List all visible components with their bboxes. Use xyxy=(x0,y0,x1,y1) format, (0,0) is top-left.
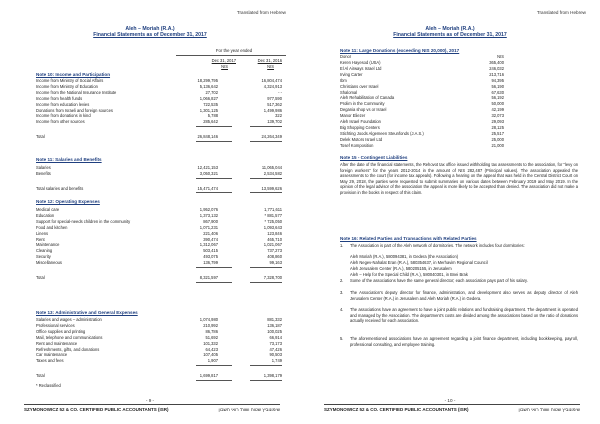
row-value-2016: 322 xyxy=(275,113,282,119)
row-value-2016: 47,426 xyxy=(269,346,282,352)
donation-amount: 28,125 xyxy=(491,124,504,130)
donor-name: Delek Motors Israel Ltd xyxy=(340,136,383,142)
list-item xyxy=(340,307,578,335)
donation-amount: 21,000 xyxy=(491,142,504,148)
item-number: 1. xyxy=(340,243,344,248)
row-value-2017: 101,332 xyxy=(203,340,218,346)
row-value-2017: 722,535 xyxy=(203,101,218,107)
donation-amount: 67,630 xyxy=(491,89,504,95)
header-divider xyxy=(176,55,286,56)
row-value-2016: * 725,050 xyxy=(264,218,282,224)
statements-title: Financial Statements as of December 31, 2017 xyxy=(93,32,207,38)
row-value-2016: 517,362 xyxy=(267,101,282,107)
note12-heading: Note 12: Operating Expenses xyxy=(36,199,100,204)
row-value-2016: 977,590 xyxy=(267,95,282,101)
row-label: Miscellaneous xyxy=(36,260,62,266)
row-label: Linens xyxy=(36,230,49,236)
donation-amount: 25,000 xyxy=(491,136,504,142)
note15-text: After the date of the financial statements, the Rehovot tax office issued withholding tax assessments to the association, for "levy on foreign workers" for the years 2012-2014 in the amount of NIS 282,487 (Principal values). The association appealed the assessments to the court (for income tax appeals). Following a hearing on the appeal that was held in the Central District Court on May 29, 2018, the parties were requested to submit summaries on various dates between February 2019 and May 2019. In the opinion of the legal advisor of the association the appeal is more likely to be accepted than denied. The association did not make a provision in the books in respect of this claim. xyxy=(340,162,578,195)
total-value-2016: 7,328,700 xyxy=(263,275,282,280)
row-value-2016: 1,749 xyxy=(271,358,282,364)
footer-firm: SZYMONOWICZ 52 & CO. CERTIFIED PUBLIC ACCOUNTANTS (ISR) xyxy=(324,407,469,412)
right-page xyxy=(300,0,600,424)
donation-amount: 29,093 xyxy=(491,119,504,124)
row-label: Income from donations in kind xyxy=(36,113,91,119)
row-value-2017: 210,992 xyxy=(203,322,218,328)
item-text: The Association is part of the Aleh network of dormitories. The network includes four dormitories: xyxy=(350,243,525,248)
row-label: Refreshments, gifts, and donations xyxy=(36,346,100,352)
note15-heading: Note 15 - Contingent Liabilities xyxy=(340,155,408,160)
total-value-2017: 8,321,597 xyxy=(199,275,218,280)
total-label: Total salaries and benefits xyxy=(36,185,84,191)
row-value-2017: 285,642 xyxy=(203,119,218,125)
item-text: Aleh Moriah (R.A.), 580094381, in Gedera (the Association) xyxy=(350,254,459,259)
item-text: Some of the associations have the same general director; each association pays part of his salary. xyxy=(350,278,528,283)
row-value-2016: 139,702 xyxy=(267,119,282,125)
organization-title: Aleh – Moriah (R.A.) xyxy=(425,26,475,32)
footer-hebrew: שימונוביץ שטוח ושות' רואי חשבון xyxy=(218,407,280,412)
footer-divider xyxy=(24,404,280,405)
donor-name: Manor Eliezer xyxy=(340,113,366,119)
item-text: Aleh – Help for the Special Child (R.A.), 580040301, in Bnei Brak xyxy=(350,272,468,277)
row-value-2017: 136,799 xyxy=(203,260,218,266)
item-text: The aforementioned associations have an agreement regarding a joint finance department, including bookkeeping, payroll, professional consulting, and employee training. xyxy=(350,336,578,347)
row-value-2016: 16,804,474 xyxy=(261,78,282,83)
donor-name: Ibm xyxy=(340,77,347,83)
row-label: Professional services xyxy=(36,322,75,328)
row-value-2017: 1,907 xyxy=(207,358,218,364)
row-value-2017: 1,952,076 xyxy=(199,207,218,212)
row-label: Office supplies and printing xyxy=(36,328,86,334)
note11-heading: Note 11: Salaries and Benefits xyxy=(36,157,102,162)
total-rule xyxy=(250,267,282,268)
donation-amount: 246,032 xyxy=(489,65,504,71)
row-label: Car maintenance xyxy=(36,352,68,358)
donor-column-header: Donor xyxy=(340,54,352,59)
donation-amount: 42,199 xyxy=(491,107,504,113)
donor-name: Tosef Komposition xyxy=(340,142,374,148)
row-label: Rent xyxy=(36,236,45,242)
row-value-2016: 1,771,611 xyxy=(264,207,282,212)
row-value-2016: 136,187 xyxy=(267,322,282,328)
donor-name: Stichting Joods Algemeen Steunfonds (J.A.S.) xyxy=(340,130,424,136)
row-value-2017: 867,900 xyxy=(203,218,218,224)
note10-heading: Note 10: Income and Participation xyxy=(36,72,111,77)
row-label: Income from Ministry of Social Affairs xyxy=(36,78,104,83)
row-label: Benefits xyxy=(36,170,51,176)
year-ended-header: For the year ended xyxy=(215,48,253,53)
total-value-2017: 26,848,146 xyxy=(197,134,218,140)
row-label: Support for special-needs children in the community xyxy=(36,218,131,224)
footer-firm: SZYMONOWICZ 52 & CO. CERTIFIED PUBLIC ACCOUNTANTS (ISR) xyxy=(24,407,169,412)
row-value-2016: 465,710 xyxy=(267,236,282,242)
row-value-2016: 100,025 xyxy=(267,328,282,334)
item-text: Aleh Jerusalem Center (R.A.), 580205155, in Jerusalem xyxy=(350,266,452,271)
row-label: Education xyxy=(36,212,55,218)
donor-name: Christians over Israel xyxy=(340,83,379,89)
footer-hebrew: שימונוביץ שטוח ושות' רואי חשבון xyxy=(518,407,580,412)
total-label: Total xyxy=(36,134,45,140)
row-value-2017: 1,071,231 xyxy=(199,224,218,230)
row-value-2017: 221,406 xyxy=(203,230,218,236)
row-value-2017: 1,312,067 xyxy=(199,242,218,248)
row-label: Food and kitchen xyxy=(36,224,68,230)
row-label: Cleaning xyxy=(36,248,53,254)
row-value-2016: 881,332 xyxy=(267,317,282,322)
item-number: 3. xyxy=(340,290,344,295)
donation-amount: 56,190 xyxy=(491,83,504,89)
total-double-rule xyxy=(250,141,282,142)
total-row xyxy=(36,373,286,379)
page-number: - 9 - xyxy=(145,398,155,403)
row-value-2016: 99,163 xyxy=(269,260,282,266)
item-number: 5. xyxy=(340,336,344,341)
donor-name: Prolim in the Community xyxy=(340,101,385,107)
row-value-2017: 503,415 xyxy=(203,248,218,254)
total-double-rule xyxy=(196,192,232,193)
row-value-2017: 390,474 xyxy=(203,236,218,242)
donor-name: Aleh Rehabilitation of Canada xyxy=(340,95,395,101)
row-value-2016: 66,914 xyxy=(269,334,282,340)
donor-name: Keren Hayesod (USA) xyxy=(340,60,381,65)
donation-amount: 213,716 xyxy=(489,71,504,77)
row-label: Taxes and fees xyxy=(36,358,64,364)
total-label: Total xyxy=(36,275,45,280)
row-value-2016: 90,503 xyxy=(269,352,282,358)
row-value-2016: 1,499,986 xyxy=(263,107,282,113)
table-row xyxy=(36,119,286,125)
row-value-2016: 1,021,067 xyxy=(263,242,282,248)
row-value-2016: 408,860 xyxy=(267,254,282,260)
row-value-2017: 18,299,795 xyxy=(197,78,218,83)
row-value-2016: 123,846 xyxy=(267,230,282,236)
row-value-2017: 12,421,153 xyxy=(197,165,218,170)
row-value-2017: 107,405 xyxy=(203,352,218,358)
row-label: Maintenance xyxy=(36,242,60,248)
donor-name: Aleh Israel Foundation xyxy=(340,119,381,124)
row-label: Rent and maintenance xyxy=(36,340,78,346)
total-double-rule xyxy=(196,380,232,381)
row-label: Income from other sources xyxy=(36,119,85,125)
col1-date: Dec 31, 2017 xyxy=(211,58,236,63)
donor-name: Irving Carter xyxy=(340,71,363,77)
row-value-2017: 5,136,642 xyxy=(199,83,218,89)
col2-currency: NIS xyxy=(267,64,274,69)
list-item xyxy=(340,243,578,253)
total-double-rule xyxy=(250,380,282,381)
row-value-2016: 11,065,044 xyxy=(261,165,282,170)
donation-amount: 56,192 xyxy=(491,95,504,101)
row-value-2017: 1,066,827 xyxy=(199,95,218,101)
row-value-2017: 86,786 xyxy=(205,328,218,334)
total-row xyxy=(36,186,286,192)
row-value-2016: - - xyxy=(278,89,282,95)
row-label: Income from the National Insurance Institute xyxy=(36,89,117,95)
row-value-2017: 1,373,132 xyxy=(199,212,218,218)
row-value-2016: 1,093,643 xyxy=(263,224,282,230)
total-value-2017: 1,699,817 xyxy=(199,373,218,379)
item-text: The associations have an agreement to have a joint public relations and fundraising department. The department is operated and managed by the Association. The department's costs are divided among the associations based on the ratio of donations actually received for each association. xyxy=(350,307,578,324)
total-rule xyxy=(250,178,282,179)
total-double-rule xyxy=(196,141,232,142)
donation-amount: 32,073 xyxy=(491,113,504,119)
statements-title: Financial Statements as of December 31, 2017 xyxy=(393,32,507,38)
donation-amount: 365,400 xyxy=(489,60,504,65)
note13-heading: Note 13: Administrative and General Expenses xyxy=(36,310,138,315)
page-number: - 10 - xyxy=(444,398,456,403)
donor-name: El Al Airways Israel Ltd xyxy=(340,65,382,71)
total-double-rule xyxy=(250,282,282,283)
row-value-2017: 51,692 xyxy=(205,334,218,340)
note16-heading: Note 16: Related Parties and Transactions with Related Parties xyxy=(340,236,477,241)
footer-divider xyxy=(324,404,580,405)
nis-column-header: NIS xyxy=(497,54,504,59)
total-double-rule xyxy=(196,282,232,283)
donation-amount: 25,517 xyxy=(491,130,504,136)
row-value-2017: 3,050,321 xyxy=(199,170,218,176)
donor-name: Shalomal xyxy=(340,89,358,95)
total-rule xyxy=(250,126,282,127)
reclassified-note: * Reclassified xyxy=(36,383,61,388)
total-value-2017: 15,471,474 xyxy=(197,185,218,191)
row-value-2017: 493,075 xyxy=(203,254,218,260)
total-rule xyxy=(196,365,232,366)
row-label: Medical care xyxy=(36,207,60,212)
donor-name: Degania shop vs or Israel xyxy=(340,107,387,113)
row-label: Salaries and wages – administration xyxy=(36,317,102,322)
total-label: Total xyxy=(36,373,45,379)
row-label: Mail, telephone and communications xyxy=(36,334,103,340)
row-label: Income from Ministry of Education xyxy=(36,83,98,89)
total-double-rule xyxy=(250,192,282,193)
donation-amount: 50,000 xyxy=(491,101,504,107)
table-row xyxy=(36,358,286,364)
item-number: 4. xyxy=(340,307,344,312)
row-value-2017: 1,301,125 xyxy=(199,107,218,113)
row-value-2017: 5,788 xyxy=(207,113,218,119)
row-value-2017: 64,423 xyxy=(205,346,218,352)
row-value-2017: 1,074,980 xyxy=(199,317,218,322)
table-row xyxy=(36,171,286,177)
total-row xyxy=(36,134,286,140)
list-item xyxy=(340,290,578,306)
table-row xyxy=(36,260,286,266)
list-item xyxy=(340,278,578,289)
row-value-2016: 2,534,582 xyxy=(263,170,282,176)
total-rule xyxy=(250,365,282,366)
row-label: Income from education levies xyxy=(36,101,90,107)
row-value-2016: * 881,577 xyxy=(264,212,282,218)
row-value-2016: 737,273 xyxy=(267,248,282,254)
translated-note: Translated from Hebrew xyxy=(536,10,586,15)
total-rule xyxy=(196,178,232,179)
row-label: Donations from Israeli and foreign sources xyxy=(36,107,113,113)
total-rule xyxy=(196,126,232,127)
row-label: Salaries xyxy=(36,165,51,170)
total-row xyxy=(36,275,286,281)
donor-name: Big Shopping Centers xyxy=(340,124,380,130)
item-text: The Association's deputy director for finance, administration, and development also serves as deputy director of Aleh Jerusalem Center (R.A.) in Jerusalem and Aleh Moriah (R.A.) in Gedera. xyxy=(350,290,578,301)
total-rule xyxy=(196,267,232,268)
row-label: Security xyxy=(36,254,51,260)
list-item xyxy=(340,143,550,149)
translated-note: Translated from Hebrew xyxy=(236,10,286,15)
row-value-2017: 27,702 xyxy=(205,89,218,95)
item-number: 2. xyxy=(340,278,344,283)
total-value-2016: 1,398,179 xyxy=(263,373,282,379)
col1-currency: NIS xyxy=(221,64,228,69)
row-value-2016: 73,173 xyxy=(269,340,282,346)
row-label: Income from health funds xyxy=(36,95,83,101)
donation-amount: 94,395 xyxy=(491,77,504,83)
row-value-2016: 4,324,913 xyxy=(263,83,282,89)
list-item xyxy=(340,336,578,354)
organization-title: Aleh – Moriah (R.A.) xyxy=(125,26,175,32)
total-value-2016: 24,264,349 xyxy=(261,134,282,140)
col2-date: Dec 31, 2016 xyxy=(257,58,282,63)
item-text: Aleh Negev-Nahalat Eran (R.A.), 580354637, in Merhavim Regional Council xyxy=(350,260,488,265)
donations-heading: Note 11: Large Donations (exceeding NIS 20,000), 2017 xyxy=(340,48,460,53)
total-value-2016: 13,599,626 xyxy=(261,185,282,191)
